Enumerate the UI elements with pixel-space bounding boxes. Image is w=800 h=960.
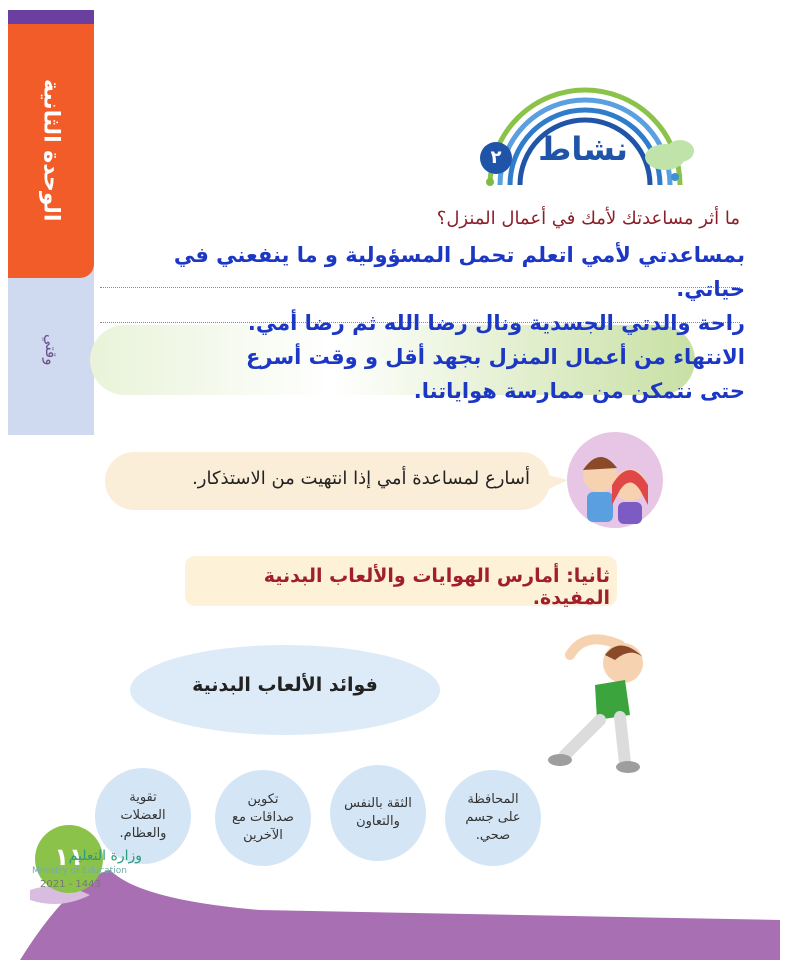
exercising-boy-illustration	[525, 615, 665, 775]
activity-number-badge: ٢	[480, 142, 512, 174]
benefit-text: تقوية العضلات والعظام.	[119, 790, 167, 841]
speech-bubble-tail-icon	[540, 468, 570, 498]
benefit-text: المحافظة على جسم صحي.	[465, 792, 521, 843]
handwritten-answer	[95, 238, 745, 408]
section-banner-text: ثانيا: أمارس الهوايات والألعاب البدنية المفيدة.	[263, 565, 610, 609]
ministry-logo-text: وزارة التعليم	[68, 848, 142, 864]
answer-line: بمساعدتي لأمي اتعلم تحمل المسؤولية و ما ينفعني في	[173, 243, 745, 267]
answer-line: الانتهاء من أعمال المنزل بجهد أقل و وقت أسرع	[246, 345, 745, 369]
benefit-text: الثقة بالنفس والتعاون	[344, 796, 412, 829]
unit-side-tab	[8, 10, 94, 435]
activity-label: نشاط	[538, 130, 628, 168]
answer-line: حتى نتمكن من ممارسة هواياتنا.	[413, 379, 745, 403]
benefit-text: تكوين صداقات مع الآخرين	[232, 792, 294, 843]
speech-bubble-text: أسارع لمساعدة أمي إذا انتهيت من الاستذكار.	[192, 468, 530, 489]
edition-year: 2021 - 1443	[40, 879, 101, 890]
answer-line: راحة والدتي الجسدية ونال رضا الله ثم رضا أمي.	[247, 311, 745, 335]
answer-line: حياتي.	[676, 277, 745, 301]
unit-title: الوحدة الثانية	[38, 78, 64, 222]
children-illustration	[565, 430, 665, 530]
unit-tab-purple-strip	[8, 10, 94, 24]
question-text: ما أثر مساعدتك لأمك في أعمال المنزل؟	[436, 208, 740, 229]
page-number: ١١	[54, 843, 84, 871]
ministry-logo-text-en: Ministry of Education	[32, 866, 127, 876]
unit-subtitle: وقتي	[42, 334, 60, 366]
benefits-title: فوائد الألعاب البدنية	[192, 674, 378, 696]
